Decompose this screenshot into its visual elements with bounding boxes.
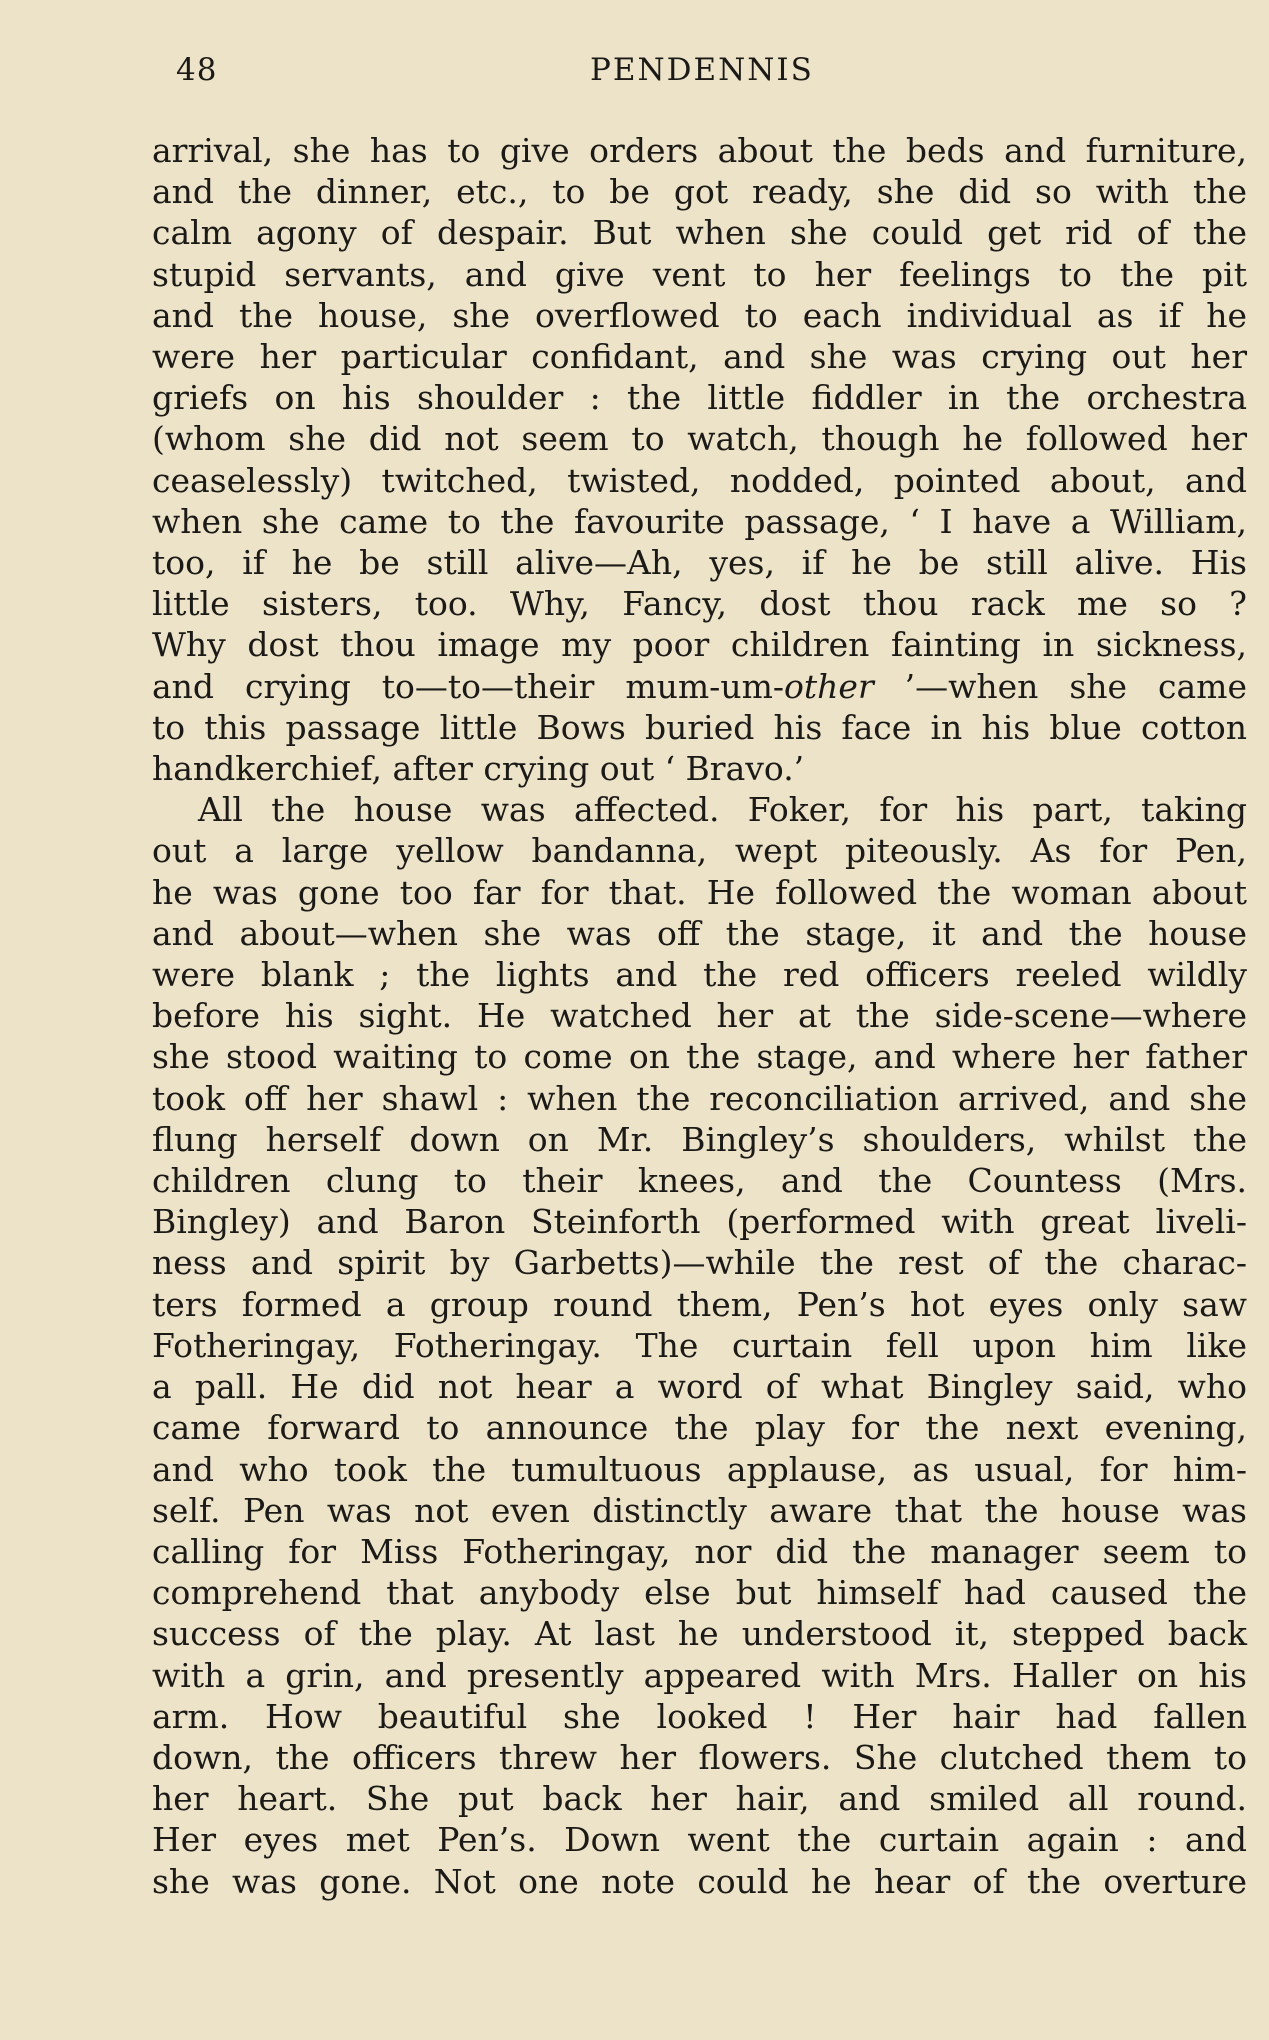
text-line: Bingley) and Baron Steinforth (performed with great liveli-: [152, 1202, 1247, 1242]
text-line: to this passage little Bows buried his face in his blue cotton: [152, 707, 1247, 747]
text-line: flung herself down on Mr. Bingley’s shoulders, whilst the: [152, 1119, 1247, 1159]
text-line: with a grin, and presently appeared with Mrs. Haller on his: [152, 1655, 1247, 1695]
text-line: ters formed a group round them, Pen’s hot eyes only saw: [152, 1284, 1247, 1324]
text-line: he was gone too far for that. He followed the woman about: [152, 872, 1247, 912]
paragraph-first-line: All the house was affected. Foker, for his part, taking: [198, 790, 1247, 830]
text-line: and the house, she overflowed to each individual as if he: [152, 295, 1247, 335]
text-line: [152, 666, 1247, 707]
text-line: took off her shawl : when the reconciliation arrived, and she: [152, 1078, 1247, 1118]
text-line: (whom she did not seem to watch, though he followed her: [152, 419, 1247, 459]
text-line: out a large yellow bandanna, wept piteously. As for Pen,: [152, 831, 1247, 871]
text-line: too, if he be still alive—Ah, yes, if he be still alive. His: [152, 543, 1247, 583]
italic-word: other: [784, 666, 874, 706]
text-line: were her particular confidant, and she was crying out her: [152, 337, 1247, 377]
text-line: children clung to their knees, and the Countess (Mrs.: [152, 1161, 1247, 1201]
text-line: calm agony of despair. But when she could get rid of the: [152, 213, 1247, 253]
text-line: when she came to the favourite passage, ‘ I have a William,: [152, 501, 1247, 541]
text-line: and about—when she was off the stage, it and the house: [152, 913, 1247, 953]
text-line: arm. How beautiful she looked ! Her hair had fallen: [152, 1696, 1247, 1736]
body-text: [152, 130, 1247, 1902]
text-line: Why dost thou image my poor children fainting in sickness,: [152, 625, 1247, 665]
text-line: little sisters, too. Why, Fancy, dost thou rack me so ?: [152, 584, 1247, 624]
running-title: PENDENNIS: [590, 52, 814, 88]
text-line: griefs on his shoulder : the little fiddler in the orchestra: [152, 378, 1247, 418]
text-line: she was gone. Not one note could he hear of the overture: [152, 1861, 1247, 1901]
text-line: down, the officers threw her flowers. She clutched them to: [152, 1737, 1247, 1777]
text-line: Fotheringay, Fotheringay. The curtain fell upon him like: [152, 1325, 1247, 1365]
text-line: stupid servants, and give vent to her feelings to the pit: [152, 254, 1247, 294]
text-line: came forward to announce the play for the next evening,: [152, 1408, 1247, 1448]
text-line: ceaselessly) twitched, twisted, nodded, pointed about, and: [152, 460, 1247, 500]
text-line: success of the play. At last he understood it, stepped back: [152, 1614, 1247, 1654]
text-line: and the dinner, etc., to be got ready, she did so with the: [152, 172, 1247, 212]
text-line: a pall. He did not hear a word of what Bingley said, who: [152, 1367, 1247, 1407]
text-line: and who took the tumultuous applause, as usual, for him-: [152, 1449, 1247, 1489]
text-line: Her eyes met Pen’s. Down went the curtain again : and: [152, 1820, 1247, 1860]
text-line: calling for Miss Fotheringay, nor did the manager seem to: [152, 1531, 1247, 1571]
page-header: [176, 52, 1246, 96]
text-line: were blank ; the lights and the red officers reeled wildly: [152, 955, 1247, 995]
text-segment: ’—when she came: [873, 666, 1248, 706]
paragraph-last-line: handkerchief, after crying out ‘ Bravo.’: [152, 749, 805, 789]
text-line: comprehend that anybody else but himself had caused the: [152, 1573, 1247, 1613]
text-line: she stood waiting to come on the stage, and where her father: [152, 1037, 1247, 1077]
page-number: 48: [176, 52, 218, 88]
text-line: arrival, she has to give orders about the beds and furniture,: [152, 131, 1247, 170]
text-line: ness and spirit by Garbetts)—while the rest of the charac-: [152, 1243, 1247, 1283]
text-line: her heart. She put back her hair, and smiled all round.: [152, 1779, 1247, 1819]
text-line: self. Pen was not even distinctly aware that the house was: [152, 1490, 1247, 1530]
text-segment: and crying to—to—their mum-um-: [152, 666, 785, 706]
text-line: before his sight. He watched her at the side-scene—where: [152, 996, 1247, 1036]
